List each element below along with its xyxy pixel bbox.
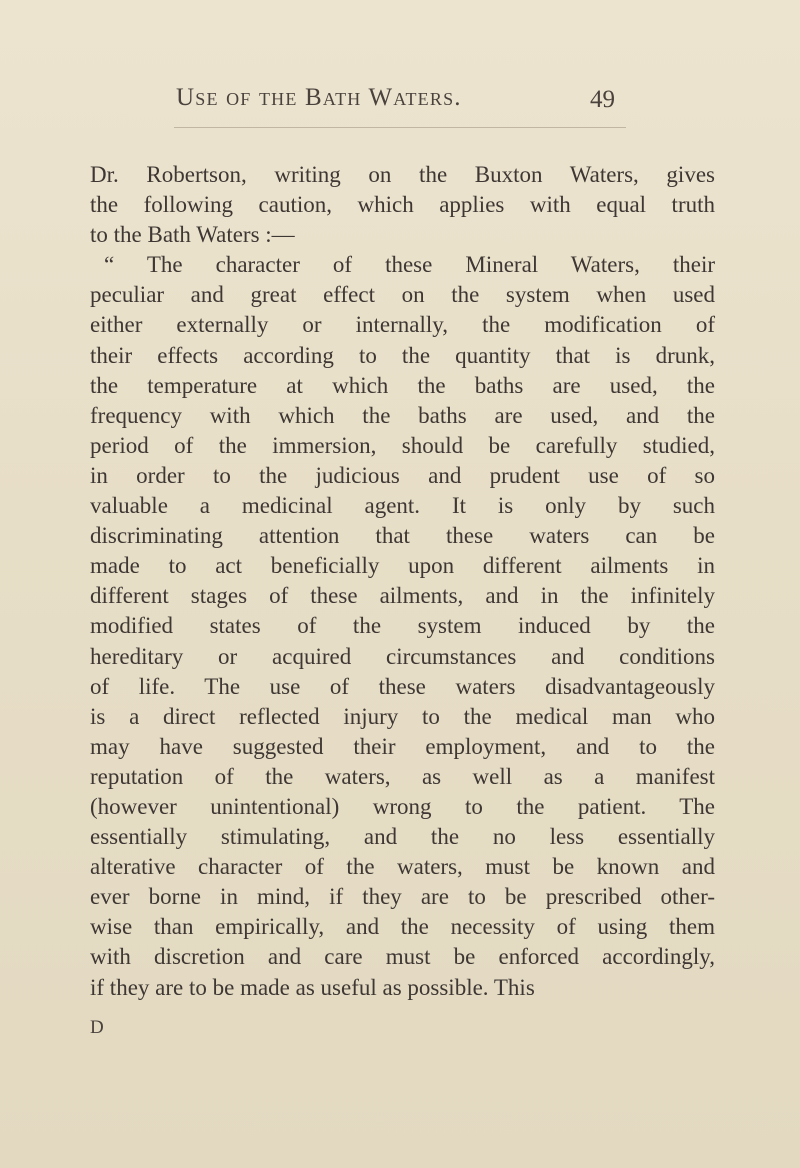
- running-title: Use of the Bath Waters.: [176, 84, 462, 111]
- quote-opening-line: “ The character of these Mineral Waters, their: [104, 252, 715, 278]
- text-line: made to act beneficially upon different ailments in: [90, 553, 715, 579]
- text-line: alterative character of the waters, must be known and: [90, 854, 715, 880]
- text-line: discriminating attention that these waters can be: [90, 523, 715, 549]
- text-line: is a direct reflected injury to the medical man who: [90, 703, 715, 729]
- text-line: reputation of the waters, as well as a manifest: [90, 763, 715, 789]
- signature-mark: D: [90, 1017, 104, 1038]
- text-line: to the Bath Waters :—: [90, 222, 295, 248]
- text-line: of life. The use of these waters disadvantageously: [90, 673, 715, 699]
- text-line: valuable a medicinal agent. It is only by such: [90, 493, 715, 519]
- text-line: the temperature at which the baths are used, the: [90, 372, 715, 398]
- text-line: their effects according to the quantity that is drunk,: [90, 342, 715, 368]
- text-line: peculiar and great effect on the system when used: [90, 282, 715, 308]
- text-line: period of the immersion, should be carefully studied,: [90, 432, 715, 458]
- text-line: modified states of the system induced by the: [90, 613, 715, 639]
- text-line: wise than empirically, and the necessity of using them: [90, 914, 715, 940]
- text-line: ever borne in mind, if they are to be prescribed other-: [90, 884, 715, 910]
- text-line: if they are to be made as useful as possible. This: [90, 974, 535, 1000]
- text-line: either externally or internally, the modification of: [90, 312, 715, 338]
- text-line: with discretion and care must be enforced accordingly,: [90, 944, 715, 970]
- text-line: hereditary or acquired circumstances and conditions: [90, 643, 715, 669]
- text-line: (however unintentional) wrong to the patient. The: [90, 793, 715, 819]
- text-line: frequency with which the baths are used, and the: [90, 402, 715, 428]
- header-rule: [174, 127, 626, 128]
- body-text: [90, 160, 715, 1003]
- text-line: essentially stimulating, and the no less essentially: [90, 824, 715, 850]
- page-header: [0, 84, 800, 124]
- text-line: may have suggested their employment, and to the: [90, 733, 715, 759]
- text-line: different stages of these ailments, and in the infinitely: [90, 583, 715, 609]
- text-line: in order to the judicious and prudent use of so: [90, 462, 715, 488]
- text-line: Dr. Robertson, writing on the Buxton Waters, gives: [90, 162, 715, 187]
- text-line: the following caution, which applies with equal truth: [90, 192, 715, 218]
- page-number: 49: [590, 86, 615, 113]
